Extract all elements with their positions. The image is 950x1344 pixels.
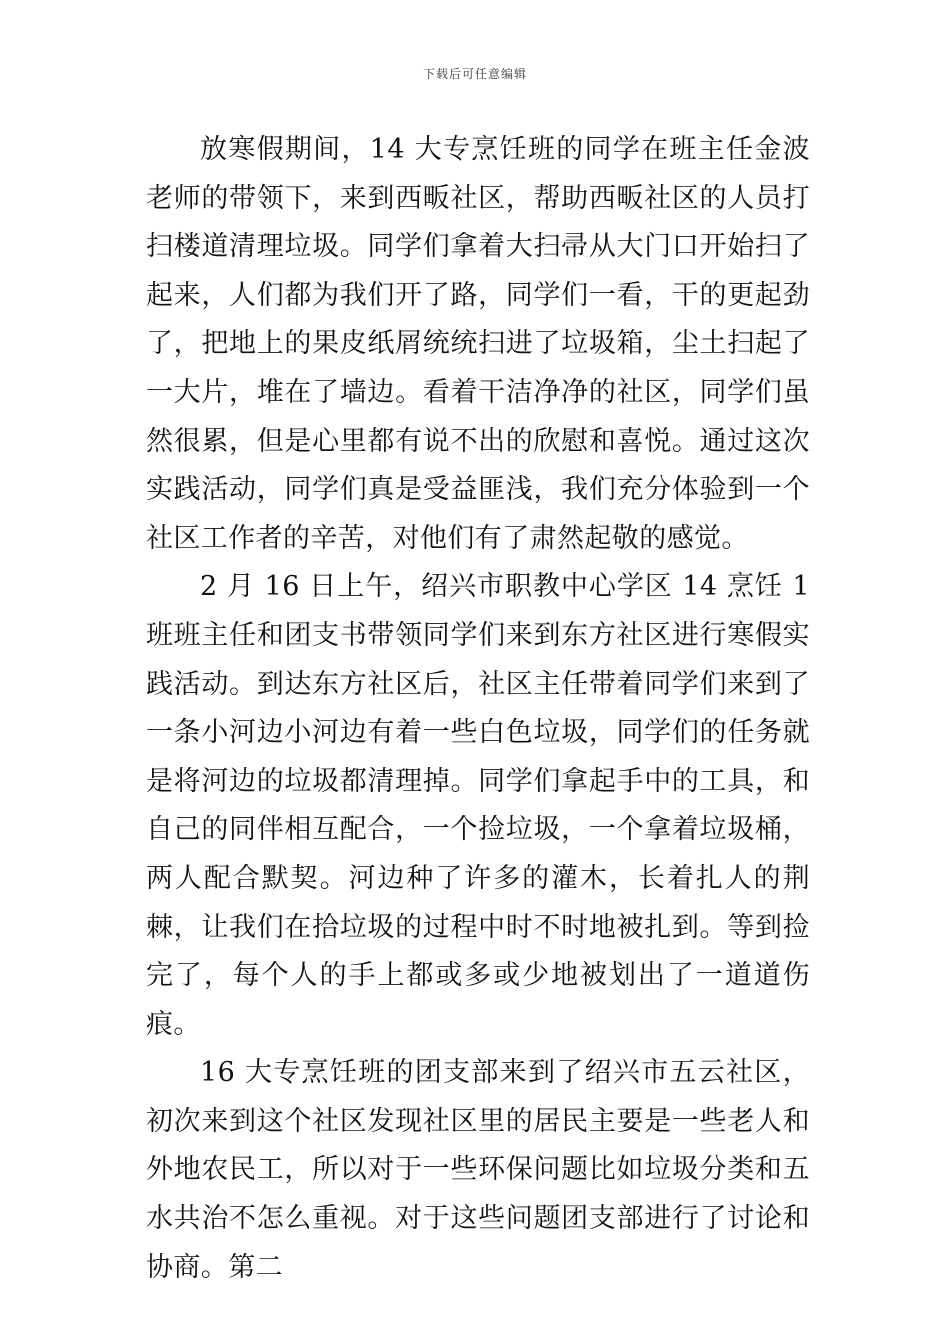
paragraph-2: 2 月 16 日上午，绍兴市职教中心学区 14 烹饪 1 班班主任和团支书带领同学们来到东方社区进行寒假实践活动。到达东方社区后，社区主任带着同学们来到了一条小河边小河边有着一些白色垃圾，同学们的任务就是将河边的垃圾都清理掉。同学们拿起手中的工具，和自己的同伴相互配合，一个捡垃圾，一个拿着垃圾桶，两人配合默契。河边种了许多的灌木，长着扎人的荆棘，让我们在拾垃圾的过程中时不时地被扎到。等到捡完了，每个人的手上都或多或少地被划出了一道道伤痕。	[146, 571, 810, 1040]
document-body	[146, 126, 810, 1292]
paragraph-3: 16 大专烹饪班的团支部来到了绍兴市五云社区，初次来到这个社区发现社区里的居民主要是一些老人和外地农民工，所以对于一些环保问题比如垃圾分类和五水共治不怎么重视。对于这些问题团支部进行了讨论和协商。第二	[146, 1057, 810, 1283]
paragraph-1: 放寒假期间，14 大专烹饪班的同学在班主任金波老师的带领下，来到西畈社区，帮助西畈社区的人员打扫楼道清理垃圾。同学们拿着大扫帚从大门口开始扫了起来，人们都为我们开了路，同学们一看，干的更起劲了，把地上的果皮纸屑统统扫进了垃圾箱，尘土扫起了一大片，堆在了墙边。看着干洁净净的社区，同学们虽然很累，但是心里都有说不出的欣慰和喜悦。通过这次实践活动，同学们真是受益匪浅，我们充分体验到一个社区工作者的辛苦，对他们有了肃然起敬的感觉。	[146, 134, 810, 554]
page-header: 下载后可任意编辑	[422, 67, 527, 81]
